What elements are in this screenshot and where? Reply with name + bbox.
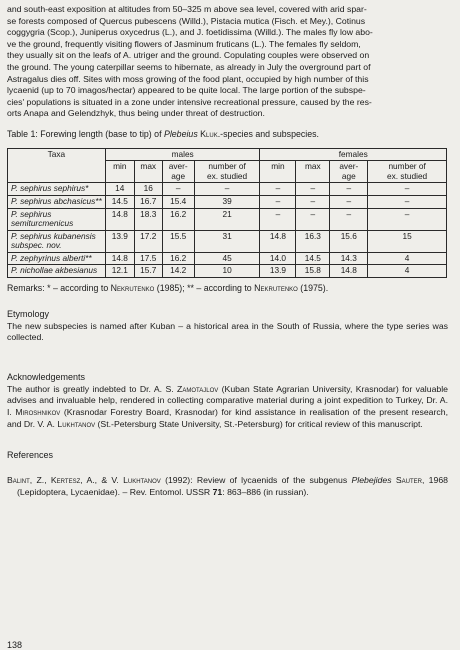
taxon-cell: P. sephirus sephirus* — [8, 183, 106, 196]
value-cell: – — [330, 195, 368, 208]
subheader-cell: min — [260, 161, 296, 183]
text-line: coggygria (Scop.), Juniperus oxycedrus (L.), and J. foetidissima (Willd.). The males fly low abo- — [7, 27, 373, 38]
caption-prefix: Table 1: Forewing length (base to tip) of — [7, 128, 164, 139]
value-cell: 39 — [194, 195, 260, 208]
table-header-row — [8, 148, 447, 161]
taxon-cell: P. sephirus semiturcmenicus — [8, 208, 106, 230]
value-cell: 15.7 — [134, 265, 162, 278]
value-cell: – — [296, 195, 330, 208]
value-cell: 12.1 — [105, 265, 134, 278]
value-cell: 14.5 — [296, 252, 330, 265]
value-cell: 16.2 — [162, 208, 194, 230]
value-cell: 10 — [194, 265, 260, 278]
ref-genus: Plebejides — [351, 475, 392, 486]
table-row — [8, 230, 447, 252]
col-males: males — [105, 148, 260, 161]
ref-text: (1992): Review of lycaenids of the subgenus — [160, 475, 352, 486]
taxon-cell: P. zephyrinus alberti** — [8, 252, 106, 265]
remarks-mid: (1985); ** – according to — [154, 283, 255, 294]
value-cell: 14.8 — [105, 208, 134, 230]
value-cell: 13.9 — [105, 230, 134, 252]
value-cell: 16.7 — [134, 195, 162, 208]
value-cell: 15.6 — [330, 230, 368, 252]
ref-genus-author: Sauter — [395, 475, 422, 486]
subheader-cell: max — [134, 161, 162, 183]
ack-name-2: Miroshnikov — [15, 407, 61, 418]
text-line: cies' populations is situated in a zone under intensive recreational pressure, caused by the res- — [7, 96, 372, 107]
value-cell: 4 — [368, 265, 447, 278]
subheader-cell: aver- age — [162, 161, 194, 183]
value-cell: 14.0 — [260, 252, 296, 265]
value-cell: 14.8 — [105, 252, 134, 265]
col-females: females — [260, 148, 447, 161]
value-cell: 15 — [368, 230, 447, 252]
value-cell: – — [368, 208, 447, 230]
value-cell: 21 — [194, 208, 260, 230]
subheader-cell: number of ex. studied — [194, 161, 260, 183]
text-line: and south-east exposition at altitudes from 50–325 m above sea level, covered with arid spar- — [7, 4, 367, 14]
value-cell: – — [368, 195, 447, 208]
value-cell: 15.8 — [296, 265, 330, 278]
table-row — [8, 252, 447, 265]
text-line: Astragalus dies off. Sites with moss growing of the food plant, occupied by high number of this — [7, 73, 369, 84]
ref-volume: 71 — [212, 486, 223, 497]
value-cell: – — [260, 195, 296, 208]
text-line: orts Anapa and Gelendzhyk, thus being under threat of destruction. — [7, 108, 265, 119]
references-heading: References — [7, 450, 54, 461]
value-cell: 16.2 — [162, 252, 194, 265]
value-cell: – — [260, 183, 296, 196]
taxon-cell: P. sephirus abchasicus** — [8, 195, 106, 208]
table-row — [8, 183, 447, 196]
value-cell: 16 — [134, 183, 162, 196]
ack-text-2: (Kuban State Agrarian University, Krasnodar) for valuable advises and invaluable help, rendered in collecting comparative material during a joint expedition to Turkey, Dr. A. I. — [7, 383, 448, 418]
value-cell: 15.5 — [162, 230, 194, 252]
value-cell: 4 — [368, 252, 447, 265]
value-cell: – — [296, 183, 330, 196]
table-body — [8, 183, 447, 278]
caption-suffix: .-species and subspecies. — [217, 128, 319, 139]
value-cell: 14.8 — [260, 230, 296, 252]
acknowledgements-heading: Acknowledgements — [7, 371, 86, 382]
table-caption — [7, 129, 448, 141]
text-line: se forests composed of Quercus pubescens (Willd.), Pistacia mutica (Fisch. et Mey.), Cotinus — [7, 15, 366, 26]
text-line: lycaenid (up to 70 imagos/hectar) appeared to be quite local. The large portion of the subspe- — [7, 85, 366, 96]
value-cell: 17.2 — [134, 230, 162, 252]
value-cell: – — [330, 208, 368, 230]
ref-rest: , 1968 (Lepidoptera, Lycaenidae). – Rev. Entomol. USSR — [17, 475, 448, 497]
value-cell: – — [368, 183, 447, 196]
value-cell: 16.3 — [296, 230, 330, 252]
caption-author: Kluk — [200, 128, 218, 139]
value-cell: – — [162, 183, 194, 196]
text-line: they usually sit on the leafs of A. utriger and the ground. Copulating couples were observed on — [7, 50, 370, 61]
value-cell: 14.2 — [162, 265, 194, 278]
intro-paragraph — [7, 4, 448, 120]
value-cell: 14.3 — [330, 252, 368, 265]
remarks-author-1: Nekrutenko — [110, 283, 155, 294]
table-row — [8, 195, 447, 208]
taxon-cell: P. sephirus kubanensis subspec. nov. — [8, 230, 106, 252]
value-cell: – — [296, 208, 330, 230]
ack-text-1: The author is greatly indebted to Dr. A. S. — [7, 383, 178, 394]
ack-text-4: (St.-Petersburg State University, St.-Petersburg) for critical review of this manuscript. — [95, 418, 423, 429]
value-cell: 15.4 — [162, 195, 194, 208]
remarks-label: Remarks: * – according to — [7, 283, 111, 294]
ref-pages: : 863–886 (in russian). — [222, 486, 309, 497]
text-line: ve the ground, frequently visiting flowers of Jasminum fruticans (L.). The females fly seldom, — [7, 38, 361, 49]
value-cell: 14.8 — [330, 265, 368, 278]
ack-name-3: Lukhtanov — [57, 418, 96, 429]
table-row — [8, 265, 447, 278]
subheader-cell: max — [296, 161, 330, 183]
subheader-cell: min — [105, 161, 134, 183]
table-remarks — [7, 283, 448, 295]
etymology-heading: Etymology — [7, 308, 50, 319]
remarks-end: (1975). — [297, 283, 329, 294]
value-cell: 13.9 — [260, 265, 296, 278]
page-number: 138 — [7, 640, 23, 650]
remarks-author-2: Nekrutenko — [254, 283, 298, 294]
subheader-cell: number of ex. studied — [368, 161, 447, 183]
forewing-table — [7, 148, 447, 279]
text-line: the ground. The young caterpillar seems to hibernate, as already in July the overground part of — [7, 61, 371, 72]
table-row — [8, 208, 447, 230]
etymology-text: The new subspecies is named after Kuban – a historical area in the South of Russia, where the type series was collected. — [7, 320, 448, 343]
ref-authors: Balint, Z., Kertesz, A., & V. Lukhtanov — [7, 475, 161, 486]
value-cell: 14 — [105, 183, 134, 196]
caption-genus: Plebeius — [163, 128, 198, 139]
value-cell: 18.3 — [134, 208, 162, 230]
ack-text-3: (Krasnodar Forestry Board, Krasnodar) for kind assistance in realisation of the present research, and Dr. V. A. — [7, 407, 448, 429]
value-cell: – — [330, 183, 368, 196]
acknowledgements-text — [7, 384, 448, 430]
reference-entry — [7, 475, 448, 498]
value-cell: – — [194, 183, 260, 196]
ack-name-1: Zamotajlov — [177, 383, 219, 394]
value-cell: 14.5 — [105, 195, 134, 208]
subheader-cell: aver- age — [330, 161, 368, 183]
value-cell: 31 — [194, 230, 260, 252]
taxon-cell: P. nichollae akbesianus — [8, 265, 106, 278]
col-taxa: Taxa — [8, 148, 106, 183]
value-cell: 45 — [194, 252, 260, 265]
value-cell: – — [260, 208, 296, 230]
value-cell: 17.5 — [134, 252, 162, 265]
